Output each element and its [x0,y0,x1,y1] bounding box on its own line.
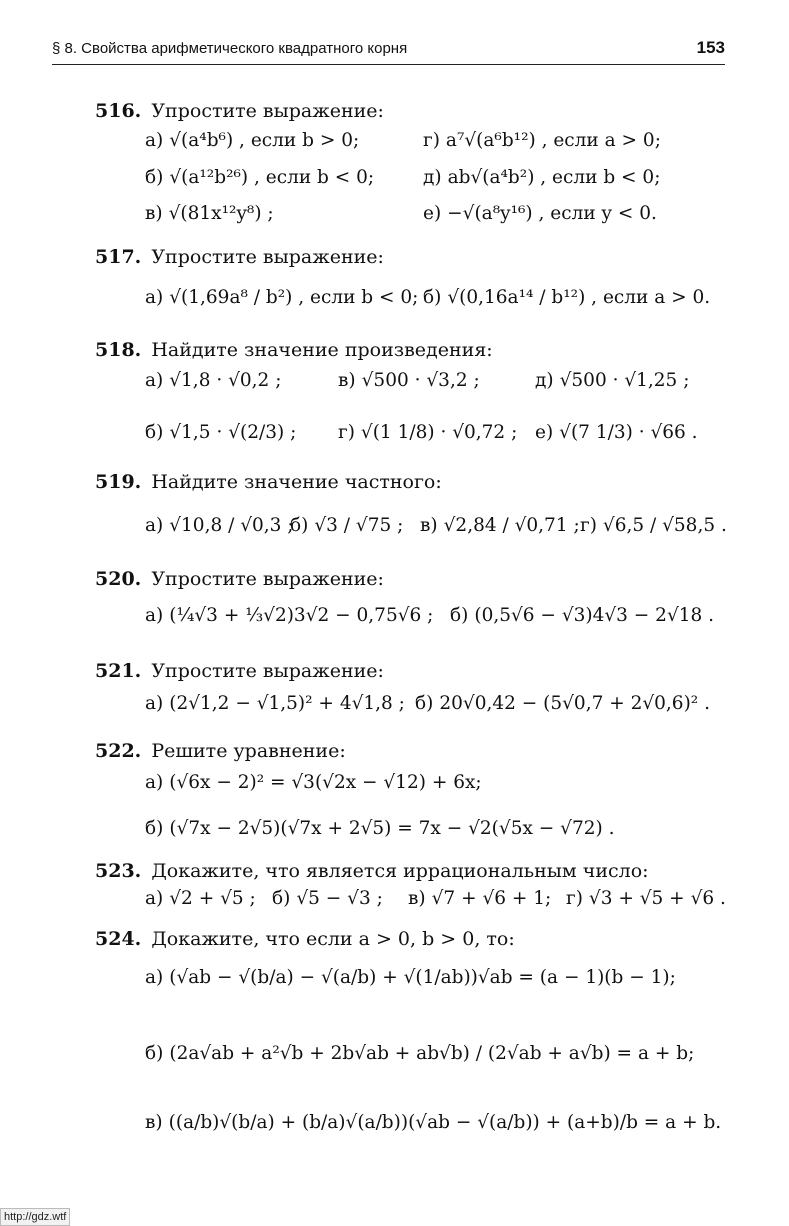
item-label: г) [423,130,440,151]
problem-516 [95,100,384,122]
exercise-item [145,422,296,443]
exercise-item [145,888,256,909]
item-label: в) [338,370,356,391]
exercise-item [338,370,480,391]
item-expression: (2a√ab + a²√b + 2b√ab + ab√b) / (2√ab + a√b) = a + b; [169,1043,695,1064]
page-header [52,38,725,62]
item-label: б) [145,1043,164,1064]
exercise-item [535,370,689,391]
item-expression: √7 + √6 + 1; [431,888,552,909]
exercise-item [145,203,274,224]
item-label: а) [145,605,164,626]
exercise-item [415,693,710,714]
item-expression: √5 − √3 ; [296,888,383,909]
problem-524 [95,928,515,950]
exercise-item [145,130,359,151]
exercise-item [145,1112,721,1133]
item-expression: (√7x − 2√5)(√7x + 2√5) = 7x − √2(√5x − √72) . [169,818,615,839]
item-expression: √2 + √5 ; [169,888,256,909]
problem-prompt: Упростите выражение: [151,246,384,268]
item-label: а) [145,515,164,536]
problem-prompt: Докажите, что если a > 0, b > 0, то: [151,928,515,950]
problem-517 [95,246,384,268]
exercise-item [450,605,714,626]
exercise-item [145,287,418,308]
exercise-item [145,1043,694,1064]
problem-number: 516. [95,100,142,122]
item-expression: √(1 1/8) · √0,72 ; [360,422,518,443]
item-expression: √(7 1/3) · √66 . [559,422,698,443]
item-expression: √2,84 / √0,71 ; [443,515,580,536]
item-expression: √10,8 / √0,3 ; [169,515,294,536]
exercise-item [272,888,383,909]
exercise-item [580,515,727,536]
problem-prompt: Найдите значение частного: [151,471,442,493]
item-expression: 20√0,42 − (5√0,7 + 2√0,6)² . [439,693,710,714]
item-label: б) [423,287,442,308]
problem-number: 518. [95,339,142,361]
problem-prompt: Упростите выражение: [151,100,384,122]
item-expression: √3 + √5 + √6 . [588,888,726,909]
exercise-item [423,167,660,188]
item-label: в) [420,515,438,536]
item-expression: √6,5 / √58,5 . [602,515,727,536]
item-label: е) [535,422,554,443]
item-label: б) [290,515,309,536]
item-expression: (0,5√6 − √3)4√3 − 2√18 . [474,605,715,626]
item-expression: (√ab − √(b/a) − √(a/b) + √(1/ab))√ab = (a − 1)(b − 1); [169,967,676,988]
exercise-item [423,287,710,308]
problem-prompt: Докажите, что является иррациональным число: [151,860,649,882]
problem-prompt: Найдите значение произведения: [151,339,493,361]
source-url: http://gdz.wtf [0,1208,70,1226]
item-label: г) [580,515,597,536]
item-expression: √(a¹²b²⁶) , если b < 0; [169,167,375,188]
problem-522 [95,740,346,762]
item-label: а) [145,370,164,391]
item-expression: −√(a⁸y¹⁶) , если y < 0. [447,203,657,224]
exercise-item [290,515,403,536]
item-expression: √500 · √3,2 ; [361,370,480,391]
exercise-item [145,605,433,626]
problem-number: 524. [95,928,142,950]
item-expression: ((a/b)√(b/a) + (b/a)√(a/b))(√ab − √(a/b)) + (a+b)/b = a + b. [168,1112,722,1133]
item-expression: a⁷√(a⁶b¹²) , если a > 0; [445,130,661,151]
item-label: г) [566,888,583,909]
problem-number: 517. [95,246,142,268]
item-expression: √(0,16a¹⁴ / b¹²) , если a > 0. [447,287,711,308]
exercise-item [145,370,281,391]
item-expression: (2√1,2 − √1,5)² + 4√1,8 ; [169,693,405,714]
problem-prompt: Упростите выражение: [151,568,384,590]
item-expression: (√6x − 2)² = √3(√2x − √12) + 6x; [169,772,482,793]
item-label: д) [535,370,554,391]
problem-521 [95,660,384,682]
item-expression: ab√(a⁴b²) , если b < 0; [447,167,661,188]
item-label: а) [145,967,164,988]
problem-prompt: Упростите выражение: [151,660,384,682]
item-expression: √1,5 · √(2/3) ; [169,422,297,443]
item-label: б) [272,888,291,909]
exercise-item [566,888,726,909]
item-label: в) [145,203,163,224]
problem-number: 519. [95,471,142,493]
item-expression: √1,8 · √0,2 ; [169,370,282,391]
exercise-item [145,693,405,714]
exercise-item [408,888,551,909]
exercise-item [338,422,517,443]
problem-number: 522. [95,740,142,762]
exercise-item [145,515,294,536]
item-label: а) [145,130,164,151]
exercise-item [145,818,614,839]
problem-520 [95,568,384,590]
problem-518 [95,339,493,361]
problem-number: 521. [95,660,142,682]
exercise-item [145,167,374,188]
item-label: б) [450,605,469,626]
section-title: § 8. Свойства арифметического квадратного корня [52,40,408,57]
item-label: а) [145,287,164,308]
problem-prompt: Решите уравнение: [151,740,346,762]
item-label: а) [145,772,164,793]
item-expression: √(a⁴b⁶) , если b > 0; [169,130,360,151]
item-expression: (¼√3 + ⅓√2)3√2 − 0,75√6 ; [169,605,434,626]
item-expression: √(81x¹²y⁸) ; [168,203,274,224]
item-label: а) [145,888,164,909]
exercise-item [145,967,676,988]
page-number: 153 [696,38,725,57]
exercise-item [145,772,482,793]
item-label: г) [338,422,355,443]
item-label: в) [145,1112,163,1133]
header-rule [52,64,725,65]
item-label: а) [145,693,164,714]
item-expression: √500 · √1,25 ; [559,370,690,391]
exercise-item [535,422,698,443]
item-label: в) [408,888,426,909]
item-expression: √(1,69a⁸ / b²) , если b < 0; [169,287,419,308]
item-label: д) [423,167,442,188]
problem-523 [95,860,649,882]
problem-number: 520. [95,568,142,590]
item-label: б) [145,818,164,839]
item-label: б) [145,422,164,443]
exercise-item [423,203,657,224]
item-label: е) [423,203,442,224]
item-label: б) [145,167,164,188]
exercise-item [423,130,661,151]
problem-519 [95,471,442,493]
problem-number: 523. [95,860,142,882]
item-expression: √3 / √75 ; [314,515,404,536]
exercise-item [420,515,580,536]
item-label: б) [415,693,434,714]
